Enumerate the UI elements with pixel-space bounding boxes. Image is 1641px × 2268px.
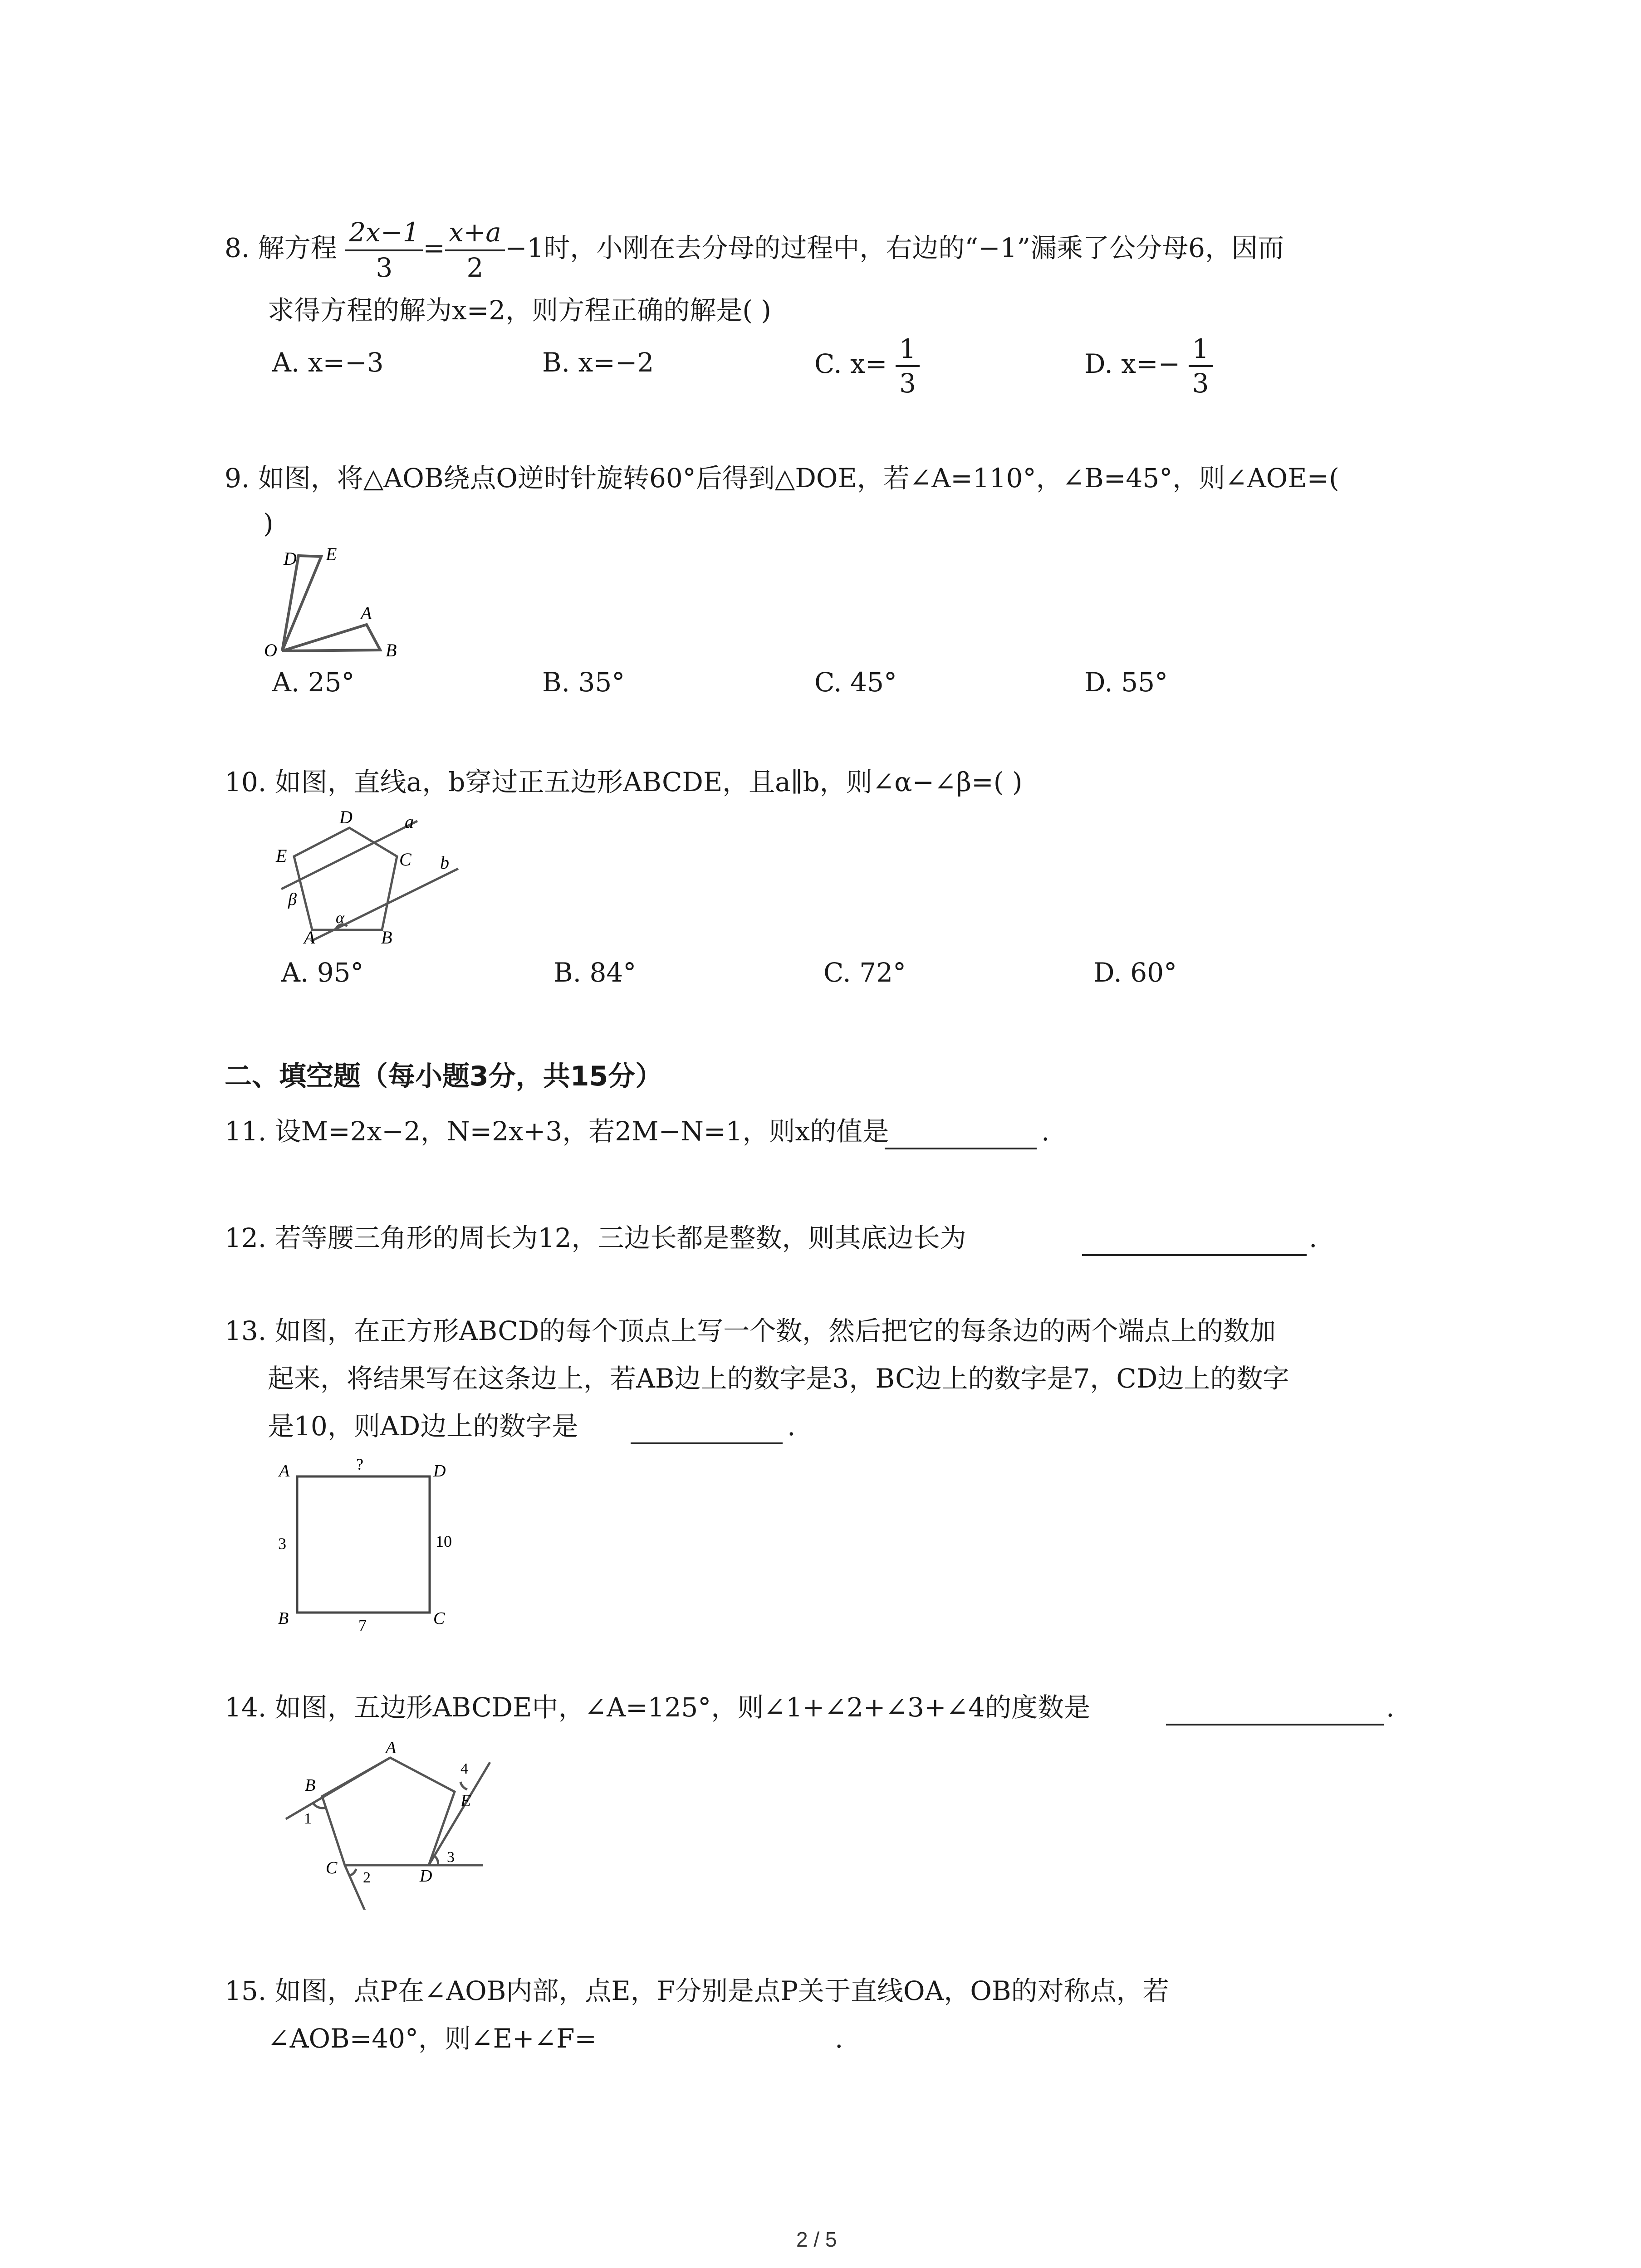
fraction-x-plus-a-over-2: $\frac{x+a}{2}$	[445, 217, 505, 284]
fraction-one-third: $\frac{1}{3}$	[1189, 333, 1213, 399]
label-line-b: b	[440, 852, 449, 873]
triangle-doe	[282, 556, 321, 651]
label-d: D	[420, 1867, 432, 1886]
q8-option-b[interactable]: B. x=−2	[542, 347, 654, 378]
label-angle-1: 1	[304, 1810, 312, 1827]
q10-option-d[interactable]: D. 60°	[1093, 957, 1177, 988]
label-o: O	[264, 640, 277, 660]
q11-answer-blank[interactable]	[885, 1148, 1037, 1149]
label-cd-edge: 10	[436, 1532, 452, 1550]
extension-ab	[286, 1758, 390, 1819]
label-a-vertex: A	[304, 927, 315, 948]
q13-period: .	[787, 1411, 796, 1442]
label-d: D	[284, 548, 297, 569]
label-c: C	[433, 1609, 445, 1628]
label-e: E	[326, 544, 337, 564]
label-b: B	[386, 640, 397, 660]
q15-period: .	[835, 2023, 843, 2054]
question-13-line-1: 13. 如图，在正方形ABCD的每个顶点上写一个数，然后把它的每条边的两个端点上的数加	[225, 1315, 1276, 1346]
label-b-vertex: B	[381, 927, 392, 948]
question-15-line-1: 15. 如图，点P在∠AOB内部，点E，F分别是点P关于直线OA，OB的对称点，若	[225, 1975, 1169, 2006]
label-angle-3: 3	[447, 1849, 455, 1866]
section-2-heading: 二、填空题（每小题3分，共15分）	[225, 1061, 663, 1092]
q14-pentagon-exterior-angles-figure	[277, 1737, 504, 1910]
question-8-line-1: 8. 解方程 $\frac{2x-1}{3}$ = $\frac{x+a}{2}$ −1时，小刚在去分母的过程中，右边的“−1”漏乘了公分母6，因而	[225, 217, 1284, 283]
q9-rotated-triangles-figure	[259, 542, 413, 669]
angle-2-arc	[349, 1869, 356, 1876]
extension-de	[429, 1762, 490, 1865]
label-alpha: α	[336, 909, 344, 927]
question-10-line-1: 10. 如图，直线a，b穿过正五边形ABCDE，且a∥b，则∠α−∠β=( )	[225, 767, 1023, 797]
angle-4-arc	[460, 1782, 467, 1789]
q10-pentagon-parallel-lines-figure	[268, 807, 467, 953]
q9-option-a[interactable]: A. 25°	[272, 667, 355, 698]
q14-answer-blank[interactable]	[1166, 1724, 1384, 1725]
q10-option-a[interactable]: A. 95°	[281, 957, 364, 988]
fraction-2x-minus-1-over-3: $\frac{2x-1}{3}$	[345, 217, 423, 284]
q8-option-d[interactable]: D. x=− $\frac{1}{3}$	[1084, 333, 1213, 399]
label-d: D	[433, 1461, 446, 1481]
question-15-line-2: ∠AOB=40°，则∠E+∠F=	[268, 2023, 597, 2054]
square-abcd	[297, 1476, 430, 1613]
q14-period: .	[1386, 1692, 1395, 1723]
question-11: 11. 设M=2x−2，N=2x+3，若2M−N=1，则x的值是	[225, 1116, 889, 1147]
q9-option-b[interactable]: B. 35°	[542, 667, 625, 698]
q12-period: .	[1309, 1222, 1318, 1253]
question-13-line-3: 是10，则AD边上的数字是	[268, 1411, 578, 1442]
label-bc-edge: 7	[358, 1616, 367, 1634]
q13-answer-blank[interactable]	[631, 1442, 783, 1444]
label-d: D	[339, 807, 353, 827]
label-b: B	[305, 1776, 316, 1795]
label-b: B	[278, 1609, 289, 1628]
question-8-line-2: 求得方程的解为x=2，则方程正确的解是( )	[268, 295, 771, 326]
label-ad-edge: ?	[356, 1456, 363, 1473]
question-9-line-2: )	[263, 508, 274, 539]
q12-answer-blank[interactable]	[1082, 1254, 1307, 1256]
q9-option-c[interactable]: C. 45°	[814, 667, 897, 698]
q10-option-b[interactable]: B. 84°	[554, 957, 637, 988]
angle-3-arc	[435, 1856, 438, 1865]
pentagon-abcde	[322, 1758, 455, 1865]
label-e: E	[276, 846, 287, 866]
label-ab-edge: 3	[278, 1535, 286, 1553]
pentagon-abcde	[294, 828, 397, 930]
fraction-one-third: $\frac{1}{3}$	[896, 333, 920, 399]
q10-option-c[interactable]: C. 72°	[823, 957, 906, 988]
page-number: 2 / 5	[796, 2228, 837, 2251]
question-12: 12. 若等腰三角形的周长为12，三边长都是整数，则其底边长为	[225, 1222, 966, 1253]
q8-option-a[interactable]: A. x=−3	[272, 347, 384, 378]
label-a: A	[386, 1738, 397, 1757]
label-line-a: a	[405, 811, 414, 832]
q8-option-c[interactable]: C. x= $\frac{1}{3}$	[814, 333, 920, 399]
q11-period: .	[1041, 1116, 1050, 1147]
label-beta: β	[288, 890, 297, 909]
question-8-number: 8.	[225, 232, 250, 264]
label-a: A	[361, 603, 372, 623]
question-9-line-1: 9. 如图，将△AOB绕点O逆时针旋转60°后得到△DOE，若∠A=110°，∠B=45°，则∠AOE=(	[225, 463, 1339, 494]
label-e: E	[460, 1791, 471, 1810]
label-c: C	[399, 849, 411, 870]
line-a	[281, 821, 417, 889]
triangle-aob	[282, 625, 380, 651]
question-14: 14. 如图，五边形ABCDE中，∠A=125°，则∠1+∠2+∠3+∠4的度数是	[225, 1692, 1091, 1723]
question-13-line-2: 起来，将结果写在这条边上，若AB边上的数字是3，BC边上的数字是7，CD边上的数字	[268, 1363, 1289, 1394]
q9-option-d[interactable]: D. 55°	[1084, 667, 1168, 698]
label-angle-2: 2	[363, 1869, 371, 1886]
q13-square-figure	[270, 1456, 460, 1637]
label-angle-4: 4	[460, 1760, 468, 1777]
label-a: A	[279, 1461, 290, 1481]
label-c: C	[326, 1858, 338, 1877]
